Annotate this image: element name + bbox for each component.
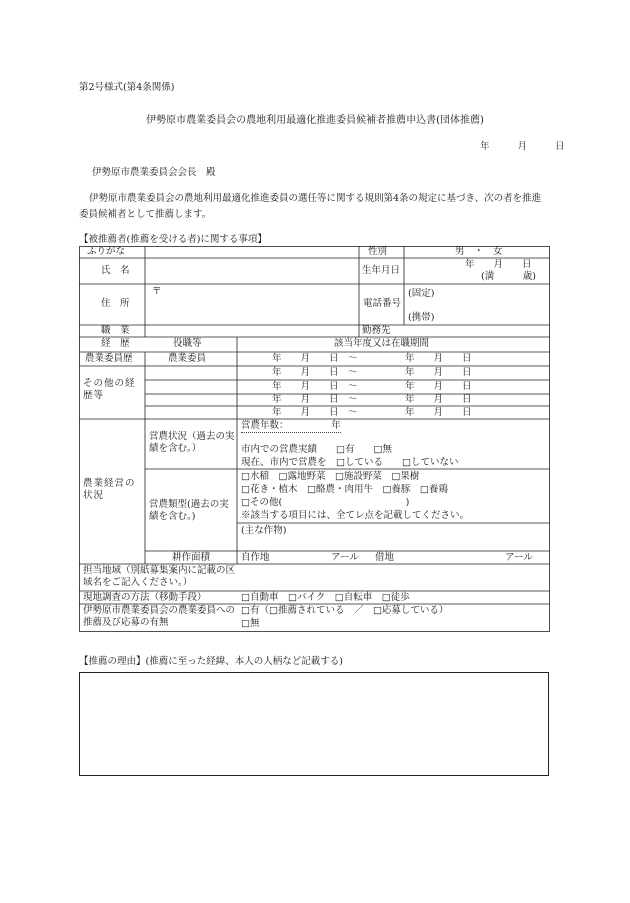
label-farm-status: 農業経営の状況 [83,478,136,501]
period-from-1[interactable]: 年 月 日 ～ [272,353,358,364]
label-nogyo-career: 農業委員歴 [85,353,133,364]
label-workplace: 勤務先 [362,325,391,336]
birth-ymd[interactable]: 年 月 日 [465,259,532,270]
label-name: 氏 名 [101,265,130,276]
period-to-1[interactable]: 年 月 日 [405,353,472,364]
birth-age[interactable]: (満 歳) [481,271,536,282]
label-furigana: ふりがな [87,246,126,257]
type-line-3[interactable]: □その他( ) [241,497,410,508]
period-to-5[interactable]: 年 月 日 [405,407,472,418]
label-period-header: 該当年度又は在職期間 [334,338,430,349]
label-recommend-apply: 伊勢原市農業委員会の農業委員への推薦及び応募の有無 [83,605,236,628]
section1-heading: 【被推薦者(推薦を受ける者)に関する事項】 [79,234,267,245]
phone-mobile: (携帯) [408,312,435,323]
reason-textbox[interactable] [79,672,549,776]
label-area-assigned: 担当地域（別紙募集案内に記載の区域名をご記入ください。） [83,565,236,588]
period-from-4[interactable]: 年 月 日 ～ [272,394,358,405]
label-nogyo-iin: 農業委員 [168,353,207,364]
are-unit-2: アール [505,552,534,563]
type-line-2[interactable]: □花き・植木 □酪農・肉用牛 □養豚 □養鶏 [241,484,448,495]
label-other-career: その他の経歴等 [83,378,136,401]
gender-options[interactable]: 男 ・ 女 [455,246,503,257]
label-eino-type: 営農類型(過去の実績を含む。) [149,499,229,522]
nominee-table [79,246,550,632]
recommend-no[interactable]: □無 [241,618,260,629]
addressee: 伊勢原市農業委員会会長 殿 [92,167,216,178]
period-to-4[interactable]: 年 月 日 [405,394,472,405]
city-record[interactable]: 市内での営農実績 □有 □無 [241,444,392,455]
label-address: 住 所 [101,298,130,309]
label-occupation: 職 業 [101,325,130,336]
are-unit-1: アール [331,552,360,563]
form-number: 第2号様式(第4条関係) [79,82,175,93]
period-to-3[interactable]: 年 月 日 [405,381,472,392]
section2-heading: 【推薦の理由】(推薦に至った経緯、本人の人柄など記載する) [79,656,343,667]
period-from-3[interactable]: 年 月 日 ～ [272,381,358,392]
period-to-2[interactable]: 年 月 日 [405,367,472,378]
label-gender: 性別 [368,246,388,257]
period-from-2[interactable]: 年 月 日 ～ [272,367,358,378]
eino-years[interactable]: 営農年数： 年 [241,420,341,431]
type-note: ※該当する項目には、全てレ点を記載してください。 [241,510,470,521]
current-farming[interactable]: 現在、市内で営農を □している □していない [241,457,459,468]
document-title: 伊勢原市農業委員会の農地利用最適化推進委員候補者推薦申込書(団体推薦) [146,115,484,126]
postal-mark: 〒 [152,286,162,297]
label-position: 役職等 [173,338,202,349]
label-phone: 電話番号 [363,298,402,309]
recommend-yes[interactable]: □有（□推薦されている ／ □応募している） [241,605,449,616]
label-survey-method: 現地調査の方法（移動手段） [83,592,207,603]
body-text: 伊勢原市農業委員会の農地利用最適化推進委員の選任等に関する規則第4条の規定に基づき、次の者を推進委員候補者として推薦します。 [79,193,542,220]
date-line: 年 月 日 [480,141,565,152]
transport-options[interactable]: □自動車 □バイク □自転車 □徒歩 [241,592,410,603]
main-crop[interactable]: (主な作物) [241,525,287,536]
lease-land: 借地 [375,552,395,563]
own-land: 自作地 [241,552,270,563]
label-career: 経 歴 [101,338,130,349]
period-from-5[interactable]: 年 月 日 ～ [272,407,358,418]
phone-fixed: (固定) [408,288,435,299]
label-birthdate: 生年月日 [362,265,401,276]
label-cultivated-area: 耕作面積 [172,552,211,563]
label-eino-status: 営農状況（過去の実績を含む。） [149,431,235,454]
type-line-1[interactable]: □水稲 □露地野菜 □施設野菜 □果樹 [241,471,420,482]
